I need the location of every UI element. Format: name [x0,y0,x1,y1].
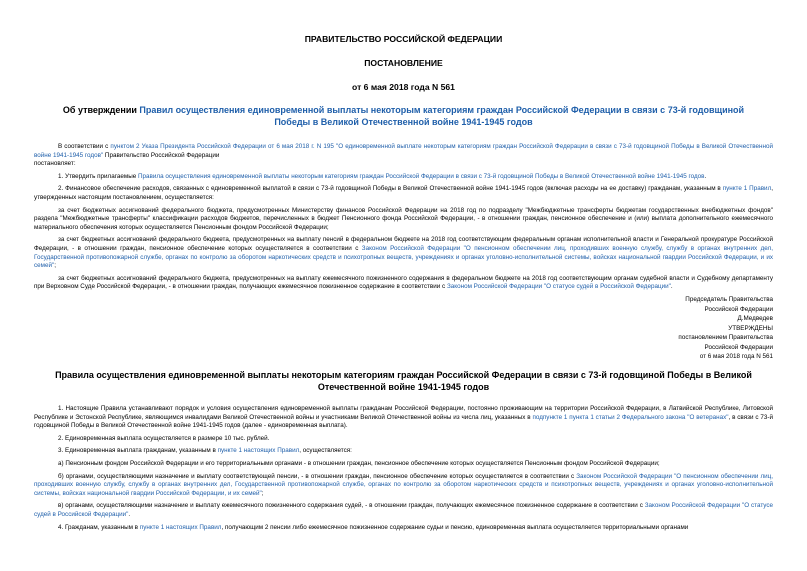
paragraph-2 [34,185,773,202]
rule-3-item-b [34,473,773,499]
rule-1-text: 1. Настоящие Правила устанавливают порядок и условия осуществления единовременной выплаты гражданам Российской Федерации, постоянно проживающим на территории Российской Федерации, в Латвийской Республике, Литовской Республике и Эстонской Республике, являющимся инвалидами Великой Отечественной войны и участниками Великой Отечественной войны из числа лиц, указанных в [34,405,773,421]
rule-3b-text: б) органами, осуществляющими назначение и выплату соответствующей пенсии, - в отношении граждан, пенсионное обеспечение которых осуществляется в соответствии с [58,472,577,480]
rule-4-end: , получающим 2 пенсии либо ежемесячное пожизненное содержание судьи и пенсию, единовременная выплата осуществляется территориальными органами [221,523,689,531]
rules-point-1-link[interactable]: пункте 1 Правил [722,185,772,193]
signature-line: постановлением Правительства [678,334,773,342]
signature-line: Российской Федерации [704,305,773,313]
signature-line: от 6 мая 2018 года N 561 [699,353,773,361]
rule-3-text: 3. Единовременная выплата гражданам, указанным в [58,447,218,455]
rule-3b-end: ; [261,489,264,497]
signature-block [34,295,773,362]
decides-text: постановляет: [34,160,76,168]
rule-3c-text: в) органами, осуществляющими назначение и выплату ежемесячного пожизненного содержания судей, - в отношении граждан, получающих ежемесячное пожизненное содержание в соответствии с [58,502,645,510]
title-prefix: Об утверждении [62,105,140,115]
paragraph-2-item-b [34,236,773,270]
rule-4-text: 4. Гражданам, указанным в [58,523,140,531]
veterans-law-link[interactable]: подпункте 1 пункта 1 статьи 2 Федерального закона "О ветеранах" [532,413,729,421]
date-number-heading: от 6 мая 2018 года N 561 [352,82,455,92]
document-type-heading: ПОСТАНОВЛЕНИЕ [364,58,443,68]
judges-status-law-link[interactable]: Законом Российской Федерации "О статусе судей в Российской Федерации" [446,283,671,291]
paragraph-1 [34,173,773,182]
preamble-text: В соответствии с [58,143,111,150]
paragraph-1-end: . [704,172,707,180]
approved-rules-link[interactable]: Правила осуществления единовременной выплаты некоторым категориям граждан Российской Федерации в связи с 73-й годовщиной Победы в Великой Отечественной войне 1941-1945 годов [138,172,705,180]
rule-1 [34,405,773,431]
rule-3-item-a: а) Пенсионным фондом Российской Федерации и его территориальными органами - в отношении граждан, пенсионное обеспечение которых осуществляется Пенсионным фондом Российской Федерации; [58,460,660,468]
rule-1-end: , в связи с 73-й годовщиной Победы в Великой Отечественной войне 1941-1945 годов (далее - единовременная выплата). [34,413,773,430]
paragraph-1-text: 1. Утвердить прилагаемые [58,172,138,180]
judges-status-law-link[interactable]: Законом Российской Федерации "О статусе судей в Российской Федерации" [34,502,773,518]
paragraph-2-item-a: за счет бюджетных ассигнований федерального бюджета, предусмотренных Министерству финансов Российской Федерации на 2018 год по подразделу "Межбюджетные трансферты бюджетам государственных внебюджетных фондов" раздела "Межбюджетные трансферты" классификации расходов бюджетов, перечисленных в бюджет Пенсионного фонда Российской Федерации, - в отношении граждан, пенсионное обеспечение и (или) выплата дополнительного ежемесячного материального обеспечения которых осуществляется Пенсионным фондом Российской Федерации; [34,206,773,231]
paragraph-2-text: 2. Финансовое обеспечение расходов, связанных с единовременной выплатой в связи с 73-й годовщиной Победы в Великой Отечественной войне 1941-1945 годов (включая расходы на ее доставку) гражданам, указанным в [58,185,723,193]
paragraph-2-end: , утвержденных настоящим постановлением, осуществляется: [34,185,773,201]
rules-title: Правила осуществления единовременной выплаты некоторым категориям граждан Российской Федерации в связи с 73-й годовщиной Победы в Великой Отечественной войне 1941-1945 годов [55,370,752,392]
rule-4 [34,524,773,533]
decree-link[interactable]: пунктом 2 Указа Президента Российской Федерации от 6 мая 2018 г. N 195 "О единовременной выплате некоторым категориям граждан Российской Федерации в связи с 73-й годовщиной Победы в Великой Отечественной войне 1941-1945 годов" [34,143,773,159]
rule-3-end: , осуществляется: [299,447,352,455]
document-title [62,105,745,128]
paragraph-2b-text: за счет бюджетных ассигнований федерального бюджета, предусмотренных на выплату пенсий в федеральном бюджете на 2018 год соответствующим федеральным органам исполнительной власти и Генеральной прокуратуре Российской Федерации, - в отношении граждан, пенсионное обеспечение которых осуществляется в соответствии с [34,236,773,252]
paragraph-2c-end: . [670,283,673,291]
pension-law-link[interactable]: Законом Российской Федерации "О пенсионном обеспечении лиц, проходивших военную службу, службу в органах внутренних дел, Государственной противопожарной службе, органах по контролю за оборотом наркотических средств и психотропных веществ, учреждениях и органах уголовно-исполнительной системы, войсках национальной гвардии Российской Федерации, и их семей" [34,244,773,270]
rule-3-item-c [34,502,773,519]
rules-point-1-link[interactable]: пункте 1 настоящих Правил [139,523,222,531]
rules-title-link[interactable]: Правил осуществления единовременной выплаты некоторым категориям граждан Российской Федерации в связи с 73-й годовщиной Победы в Великой Отечественной войне 1941-1945 годов [139,105,745,127]
paragraph-2-item-c [34,275,773,292]
paragraph-2b-end: ; [54,262,56,270]
signature-line: Российской Федерации [704,343,773,351]
signature-line: Председатель Правительства [685,295,773,303]
preamble-paragraph [34,143,773,160]
rule-2: 2. Единовременная выплата осуществляется в размере 10 тыс. рублей. [58,434,270,442]
government-heading: ПРАВИТЕЛЬСТВО РОССИЙСКОЙ ФЕДЕРАЦИИ [304,34,503,44]
preamble-text-end: Правительство Российской Федерации [103,151,220,159]
paragraph-2c-text: за счет бюджетных ассигнований федерального бюджета, предусмотренных на выплату ежемесячного пожизненного содержания в федеральном бюджете на 2018 год соответствующим органам судебной власти и Судебному департаменту при Верховном Суде Российской Федерации, - в отношении граждан, получающих ежемесячное пожизненное содержание в соответствии с [34,274,773,291]
rules-point-1-link[interactable]: пункте 1 настоящих Правил [217,447,300,455]
signature-line: Д.Медведев [737,315,773,323]
pension-law-link[interactable]: Законом Российской Федерации "О пенсионном обеспечении лиц, проходивших военную службу, службу в органах внутренних дел, Государственной противопожарной службе, органах по контролю за оборотом наркотических средств и психотропных веществ, учреждениях и органах уголовно-исполнительной системы, войсках национальной гвардии Российской Федерации, и их семей" [34,472,773,497]
rule-3c-end: . [128,511,131,518]
signature-line: УТВЕРЖДЕНЫ [728,324,773,332]
rule-3 [34,447,773,456]
